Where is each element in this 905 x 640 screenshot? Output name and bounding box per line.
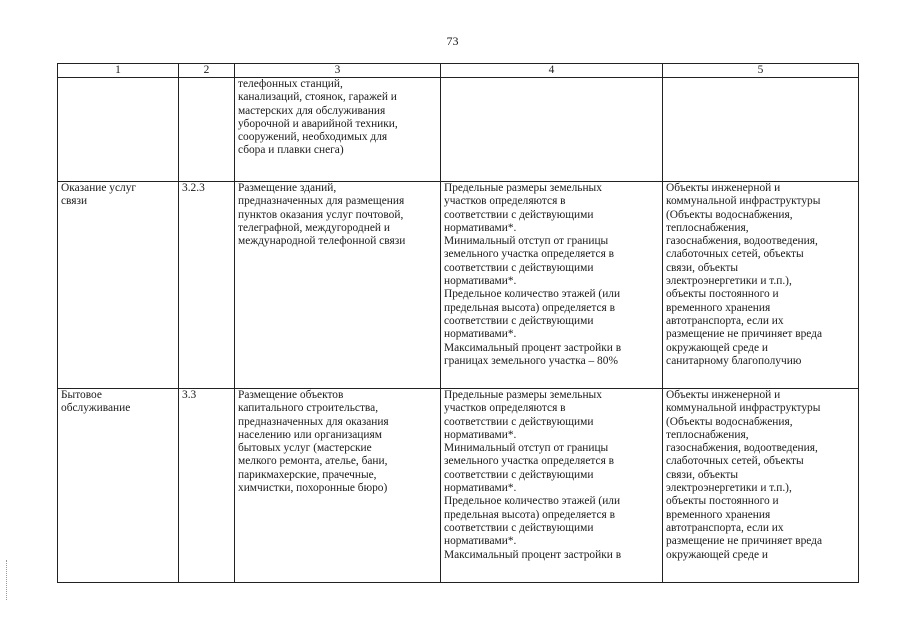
use-description-cell xyxy=(235,182,441,389)
use-description: Размещение зданий, предназначенных для размещения пунктов оказания услуг почтовой, телеграфной, междугородней и международной телефонной связи xyxy=(238,182,406,248)
parameters-cell xyxy=(441,389,663,583)
header-row xyxy=(58,64,859,78)
use-code-cell xyxy=(179,182,235,389)
table-row xyxy=(58,78,859,182)
use-description: Размещение объектов капитального строительства, предназначенных для оказания населению или организациям бытовых услуг (мастерские мелкого ремонта, ателье, бани, парикмахерские, прачечные, химчистки, похоронные бюро) xyxy=(238,389,389,495)
use-description-cell xyxy=(235,78,441,182)
table-row xyxy=(58,389,859,583)
auxiliary-objects-text: Объекты инженерной и коммунальной инфраструктуры (Объекты водоснабжения, теплоснабжения, газоснабжения, водоотведения, слаботочных сетей, объекты связи, объекты электроэнергетики и т.п.), объекты постоянного и временного хранения автотранспорта, если их размещение не причиняет вреда окружающей среде и xyxy=(666,389,823,561)
scan-edge-mark xyxy=(6,560,9,600)
use-description: телефонных станций, канализаций, стоянок, гаражей и мастерских для обслуживания уборочной и аварийной техники, сооружений, необходимых для сбора и плавки снега) xyxy=(238,78,398,157)
use-code-cell xyxy=(179,78,235,182)
column-header: 5 xyxy=(663,64,859,78)
use-name-cell xyxy=(58,389,179,583)
land-use-table xyxy=(57,63,859,583)
page-number: 73 xyxy=(446,34,459,48)
parameters-text: Предельные размеры земельных участков определяются в соответствии с действующими нормативами*. Минимальный отступ от границы земельного участка определяется в соответствии с действующими нормативами*. Предельное количество этажей (или предельная высота) определяется в соответствии с действующими нормативами*. Максимальный процент застройки в границах земельного участка – 80% xyxy=(444,182,622,367)
use-code: 3.3 xyxy=(182,389,197,401)
table-row xyxy=(58,182,859,389)
column-header: 1 xyxy=(58,64,179,78)
auxiliary-objects-cell xyxy=(663,78,859,182)
use-name-cell xyxy=(58,78,179,182)
use-code-cell xyxy=(179,389,235,583)
auxiliary-objects-cell xyxy=(663,182,859,389)
auxiliary-objects-cell xyxy=(663,389,859,583)
use-code: 3.2.3 xyxy=(182,182,205,194)
parameters-text: Предельные размеры земельных участков определяются в соответствии с действующими нормативами*. Минимальный отступ от границы земельного участка определяется в соответствии с действующими нормативами*. Предельное количество этажей (или предельная высота) определяется в соответствии с действующими нормативами*. Максимальный процент застройки в xyxy=(444,389,622,561)
parameters-cell xyxy=(441,78,663,182)
use-name: Оказание услуг связи xyxy=(61,182,137,208)
column-header: 4 xyxy=(441,64,663,78)
use-description-cell xyxy=(235,389,441,583)
use-name: Бытовое обслуживание xyxy=(61,389,131,415)
parameters-cell xyxy=(441,182,663,389)
column-header: 3 xyxy=(235,64,441,78)
column-header: 2 xyxy=(179,64,235,78)
auxiliary-objects-text: Объекты инженерной и коммунальной инфраструктуры (Объекты водоснабжения, теплоснабжения, газоснабжения, водоотведения, слаботочных сетей, объекты связи, объекты электроэнергетики и т.п.), объекты постоянного и временного хранения автотранспорта, если их размещение не причиняет вреда окружающей среде и санитарному благополучию xyxy=(666,182,823,367)
use-name-cell xyxy=(58,182,179,389)
